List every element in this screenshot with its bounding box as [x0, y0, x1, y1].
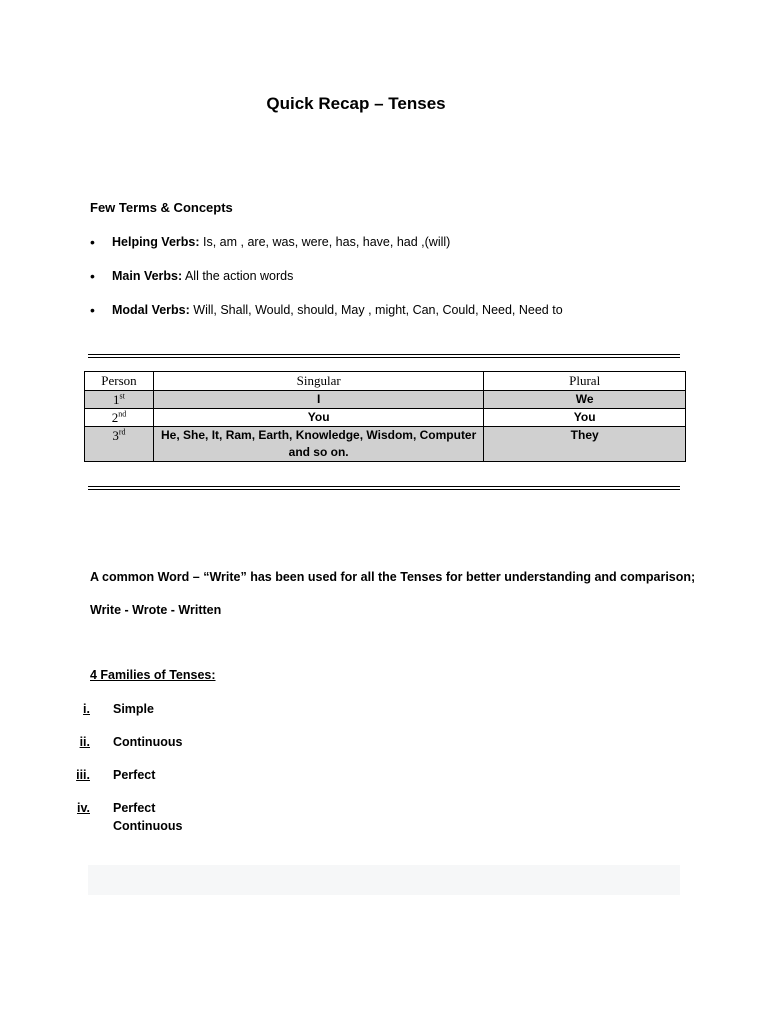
- term-label: Helping Verbs:: [112, 235, 200, 249]
- singular-cell: You: [153, 409, 483, 427]
- page-title: Quick Recap – Tenses: [266, 94, 446, 113]
- list-numeral: iii.: [76, 768, 90, 782]
- list-item: [90, 300, 563, 334]
- list-numeral: iv.: [77, 801, 90, 815]
- column-header-plural: Plural: [484, 372, 686, 391]
- list-item: [60, 766, 156, 799]
- plural-cell: You: [484, 409, 686, 427]
- bullet-icon: •: [90, 268, 95, 284]
- families-list: [60, 700, 183, 833]
- family-label: Perfect: [113, 768, 156, 782]
- column-header-singular: Singular: [153, 372, 483, 391]
- table-row: [85, 391, 686, 409]
- singular-cell: I: [153, 391, 483, 409]
- concepts-heading: Few Terms & Concepts: [90, 200, 233, 215]
- list-item: [60, 799, 183, 833]
- list-item: [60, 700, 154, 733]
- divider-top: [88, 354, 680, 358]
- families-heading: 4 Families of Tenses:: [90, 668, 216, 682]
- family-label: Simple: [113, 702, 154, 716]
- table-header-row: [85, 372, 686, 391]
- term-label: Modal Verbs:: [112, 303, 190, 317]
- common-word-sentence: A common Word – “Write” has been used for all the Tenses for better understanding and comparison;: [90, 570, 696, 584]
- person-cell: 2nd: [85, 409, 154, 427]
- column-header-person: Person: [85, 372, 154, 391]
- table-row: [85, 427, 686, 462]
- family-label: Perfect Continuous: [113, 801, 183, 833]
- table-row: [85, 409, 686, 427]
- divider-bottom: [88, 486, 680, 490]
- bullet-icon: •: [90, 234, 95, 250]
- family-label: Continuous: [113, 735, 183, 749]
- term-definition: Is, am , are, was, were, has, have, had ,(will): [199, 235, 451, 249]
- term-definition: All the action words: [182, 269, 294, 283]
- list-item: [60, 733, 183, 766]
- person-table: [84, 371, 686, 462]
- list-item: [90, 232, 563, 266]
- person-cell: 3rd: [85, 427, 154, 462]
- plural-cell: They: [484, 427, 686, 462]
- bullet-icon: •: [90, 302, 95, 318]
- list-numeral: ii.: [79, 735, 90, 749]
- plural-cell: We: [484, 391, 686, 409]
- person-cell: 1st: [85, 391, 154, 409]
- term-label: Main Verbs:: [112, 269, 183, 283]
- concepts-list: [90, 232, 563, 334]
- list-numeral: i.: [83, 702, 90, 716]
- singular-cell: He, She, It, Ram, Earth, Knowledge, Wisdom, Computer and so on.: [153, 427, 483, 462]
- list-item: [90, 266, 563, 300]
- footer-band: [88, 865, 680, 895]
- verb-forms: Write - Wrote - Written: [90, 603, 222, 617]
- term-definition: Will, Shall, Would, should, May , might, Can, Could, Need, Need to: [189, 303, 563, 317]
